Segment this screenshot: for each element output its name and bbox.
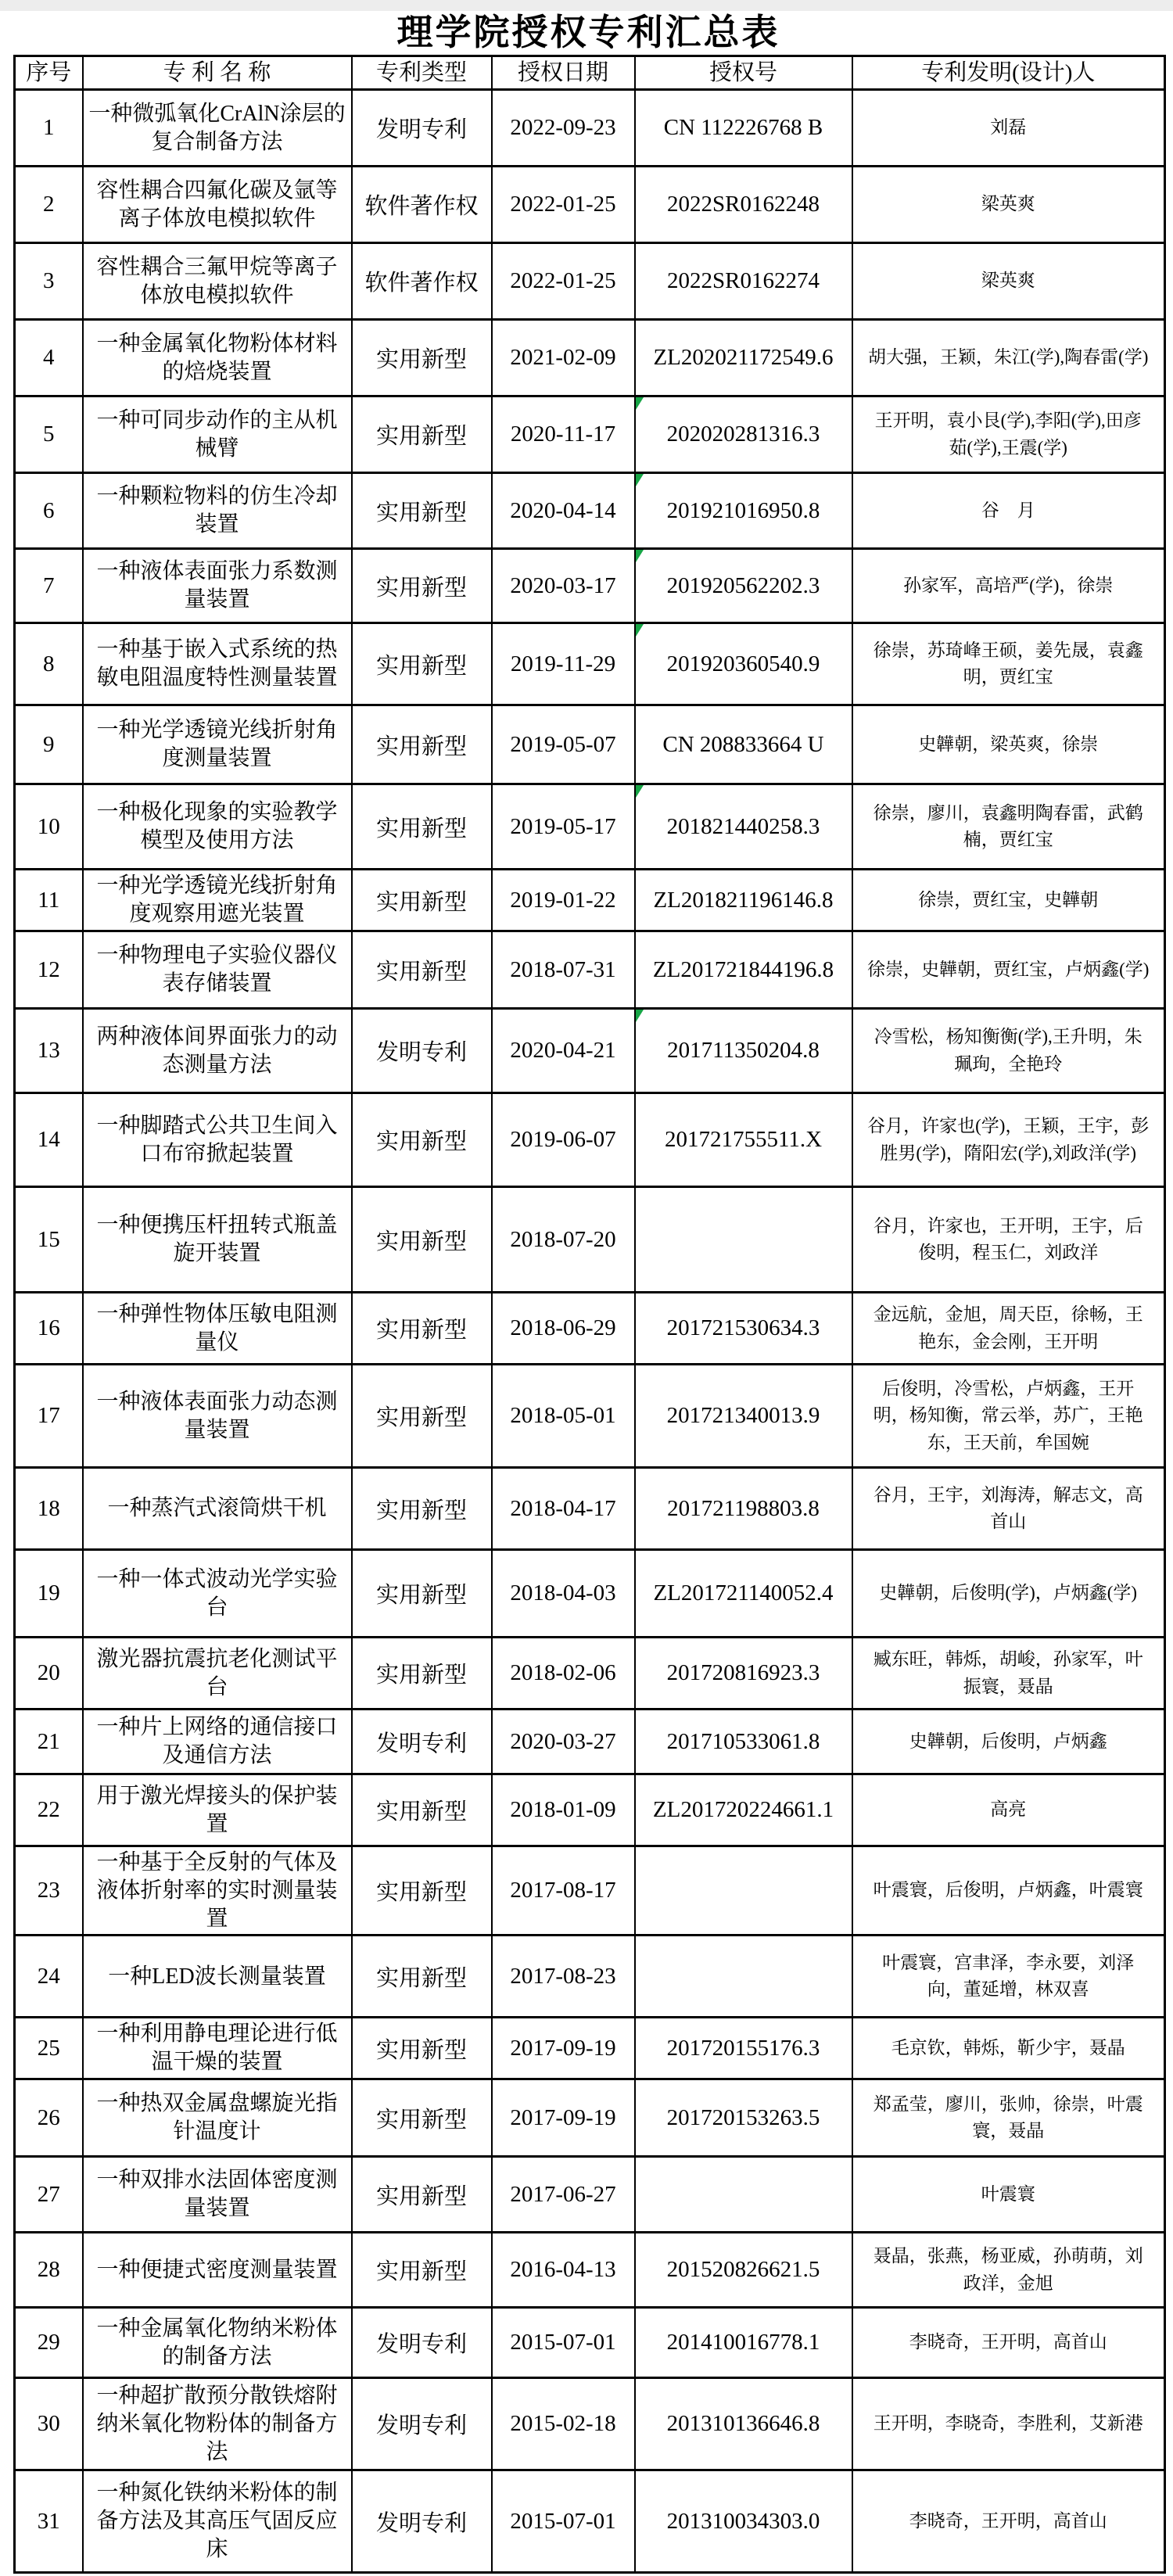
cell-index: 24	[15, 1936, 83, 2018]
cell-grant-number	[635, 167, 852, 243]
table-row	[15, 167, 1165, 243]
number-stored-as-text-flag-icon	[636, 1010, 644, 1022]
cell-patent-type: 实用新型	[352, 2018, 492, 2079]
cell-patent-type: 实用新型	[352, 870, 492, 931]
cell-index: 6	[15, 473, 83, 549]
cell-patent-name: 一种脚踏式公共卫生间入口布帘掀起装置	[83, 1093, 352, 1187]
table-row	[15, 473, 1165, 549]
cell-inventors: 谷月，许家也(学)，王颖，王宇，彭胜男(学)，隋阳宏(学),刘政洋(学)	[852, 1093, 1165, 1187]
cell-inventors: 梁英爽	[852, 243, 1165, 320]
cell-patent-type: 实用新型	[352, 2079, 492, 2157]
cell-patent-name: 一种微弧氧化CrAlN涂层的复合制备方法	[83, 90, 352, 167]
number-stored-as-text-flag-icon	[636, 624, 644, 637]
grant-number-text: 201310034303.0	[666, 2508, 820, 2534]
patent-table	[13, 55, 1166, 2574]
cell-patent-type: 软件著作权	[352, 167, 492, 243]
cell-grant-number	[635, 2470, 852, 2573]
table-row	[15, 623, 1165, 705]
cell-grant-date: 2019-01-22	[492, 870, 635, 931]
grant-number-text: 2022SR0162274	[667, 268, 820, 293]
cell-grant-date: 2020-03-27	[492, 1710, 635, 1774]
cell-patent-type: 实用新型	[352, 1468, 492, 1550]
cell-grant-date: 2015-07-01	[492, 2308, 635, 2378]
cell-index: 25	[15, 2018, 83, 2079]
grant-number-text: 202020281316.3	[666, 422, 820, 447]
cell-patent-name: 一种液体表面张力动态测量装置	[83, 1365, 352, 1468]
table-row	[15, 931, 1165, 1009]
table-row	[15, 1093, 1165, 1187]
cell-grant-number	[635, 1710, 852, 1774]
cell-grant-number	[635, 2378, 852, 2470]
cell-grant-number	[635, 1936, 852, 2018]
cell-inventors: 臧东旺，韩烁，胡峻，孙家军，叶振寰，聂晶	[852, 1638, 1165, 1710]
cell-grant-date: 2018-04-17	[492, 1468, 635, 1550]
cell-index: 15	[15, 1187, 83, 1293]
cell-inventors: 谷 月	[852, 473, 1165, 549]
cell-grant-date: 2022-01-25	[492, 243, 635, 320]
cell-patent-type: 软件著作权	[352, 243, 492, 320]
table-row	[15, 1468, 1165, 1550]
cell-index: 29	[15, 2308, 83, 2378]
cell-grant-date: 2021-02-09	[492, 320, 635, 396]
table-row	[15, 870, 1165, 931]
grant-number-text: ZL202021172549.6	[653, 345, 834, 370]
cell-index: 2	[15, 167, 83, 243]
table-row	[15, 1936, 1165, 2018]
cell-index: 10	[15, 784, 83, 870]
cell-grant-date: 2017-08-17	[492, 1846, 635, 1936]
table-row	[15, 1293, 1165, 1365]
table-row	[15, 2079, 1165, 2157]
col-header-inventors: 专利发明(设计)人	[852, 56, 1165, 90]
cell-patent-name: 一种一体式波动光学实验台	[83, 1550, 352, 1638]
table-row	[15, 2157, 1165, 2233]
grant-number-text: ZL201720224661.1	[652, 1797, 834, 1822]
cell-grant-number	[635, 705, 852, 784]
table-body	[15, 90, 1165, 2573]
number-stored-as-text-flag-icon	[636, 785, 644, 798]
cell-patent-name: 一种液体表面张力系数测量装置	[83, 549, 352, 623]
cell-inventors: 聂晶，张燕，杨亚威，孙萌萌，刘政洋，金旭	[852, 2233, 1165, 2308]
cell-inventors: 李晓奇，王开明，高首山	[852, 2308, 1165, 2378]
table-row	[15, 243, 1165, 320]
cell-patent-type: 实用新型	[352, 1846, 492, 1936]
cell-grant-number	[635, 931, 852, 1009]
cell-patent-name: 一种片上网络的通信接口及通信方法	[83, 1710, 352, 1774]
cell-grant-date: 2018-02-06	[492, 1638, 635, 1710]
cell-index: 26	[15, 2079, 83, 2157]
col-header-grant-date: 授权日期	[492, 56, 635, 90]
cell-index: 12	[15, 931, 83, 1009]
cell-patent-type: 发明专利	[352, 2378, 492, 2470]
cell-grant-date: 2019-05-07	[492, 705, 635, 784]
cell-patent-name: 两种液体间界面张力的动态测量方法	[83, 1009, 352, 1093]
cell-patent-name: 一种便携压杆扭转式瓶盖旋开装置	[83, 1187, 352, 1293]
cell-grant-date: 2016-04-13	[492, 2233, 635, 2308]
number-stored-as-text-flag-icon	[636, 550, 644, 562]
cell-patent-name: 一种颗粒物料的仿生冷却装置	[83, 473, 352, 549]
table-row	[15, 1846, 1165, 1936]
cell-patent-type: 实用新型	[352, 1638, 492, 1710]
cell-patent-name: 一种弹性物体压敏电阻测量仪	[83, 1293, 352, 1365]
grant-number-text: CN 112226768 B	[663, 115, 823, 140]
cell-inventors: 高亮	[852, 1774, 1165, 1846]
cell-patent-name: 一种便捷式密度测量装置	[83, 2233, 352, 2308]
grant-number-text: 201520826621.5	[666, 2257, 820, 2283]
cell-grant-date: 2018-04-03	[492, 1550, 635, 1638]
col-header-index: 序号	[15, 56, 83, 90]
grant-number-text: 201310136646.8	[666, 2411, 820, 2437]
cell-index: 28	[15, 2233, 83, 2308]
cell-grant-number	[635, 784, 852, 870]
grant-number-text: 201711350204.8	[667, 1038, 820, 1063]
cell-patent-name: 容性耦合三氟甲烷等离子体放电模拟软件	[83, 243, 352, 320]
cell-grant-number	[635, 2157, 852, 2233]
grant-number-text: 201721755511.X	[664, 1127, 823, 1152]
cell-index: 14	[15, 1093, 83, 1187]
grant-number-text: ZL201821196146.8	[653, 887, 834, 913]
grant-number-text: 201721340013.9	[666, 1403, 820, 1428]
cell-grant-number	[635, 549, 852, 623]
cell-grant-number	[635, 1293, 852, 1365]
cell-grant-number	[635, 1638, 852, 1710]
top-margin-strip	[0, 0, 1173, 11]
cell-index: 3	[15, 243, 83, 320]
cell-grant-date: 2020-04-21	[492, 1009, 635, 1093]
cell-inventors: 徐崇，苏琦峰王硕，姜先晟，袁鑫明，贾红宝	[852, 623, 1165, 705]
grant-number-text: 201720153263.5	[666, 2104, 820, 2130]
grant-number-text: 201921016950.8	[666, 497, 820, 523]
table-header	[15, 56, 1165, 90]
cell-patent-name: 激光器抗震抗老化测试平台	[83, 1638, 352, 1710]
table-row	[15, 2308, 1165, 2378]
cell-patent-type: 实用新型	[352, 473, 492, 549]
cell-grant-date: 2018-05-01	[492, 1365, 635, 1468]
cell-inventors: 叶震寰	[852, 2157, 1165, 2233]
cell-grant-date: 2018-01-09	[492, 1774, 635, 1846]
cell-patent-name: 一种极化现象的实验教学模型及使用方法	[83, 784, 352, 870]
cell-index: 18	[15, 1468, 83, 1550]
cell-patent-type: 发明专利	[352, 1710, 492, 1774]
cell-index: 17	[15, 1365, 83, 1468]
cell-patent-type: 实用新型	[352, 1550, 492, 1638]
cell-grant-number	[635, 243, 852, 320]
cell-patent-name: 一种可同步动作的主从机械臂	[83, 396, 352, 473]
cell-patent-name: 一种LED波长测量装置	[83, 1936, 352, 2018]
cell-patent-name: 一种热双金属盘螺旋光指针温度计	[83, 2079, 352, 2157]
grant-number-text: ZL201721140052.4	[653, 1580, 834, 1606]
table-row	[15, 2233, 1165, 2308]
cell-index: 11	[15, 870, 83, 931]
cell-grant-number	[635, 320, 852, 396]
cell-index: 4	[15, 320, 83, 396]
cell-inventors: 李晓奇，王开明，高首山	[852, 2470, 1165, 2573]
cell-grant-number	[635, 2018, 852, 2079]
cell-patent-type: 实用新型	[352, 2157, 492, 2233]
cell-grant-date: 2018-06-29	[492, 1293, 635, 1365]
cell-grant-date: 2018-07-20	[492, 1187, 635, 1293]
cell-patent-name: 一种蒸汽式滚筒烘干机	[83, 1468, 352, 1550]
cell-inventors: 毛京钦，韩烁，靳少宇，聂晶	[852, 2018, 1165, 2079]
cell-grant-number	[635, 623, 852, 705]
cell-index: 21	[15, 1710, 83, 1774]
table-row	[15, 1187, 1165, 1293]
cell-inventors: 徐崇，史韡朝，贾红宝，卢炳鑫(学)	[852, 931, 1165, 1009]
number-stored-as-text-flag-icon	[636, 474, 644, 486]
cell-grant-date: 2019-05-17	[492, 784, 635, 870]
cell-patent-type: 实用新型	[352, 1187, 492, 1293]
cell-patent-type: 发明专利	[352, 1009, 492, 1093]
col-header-patent-name: 专 利 名 称	[83, 56, 352, 90]
cell-grant-number	[635, 2233, 852, 2308]
cell-patent-type: 实用新型	[352, 1936, 492, 2018]
cell-index: 19	[15, 1550, 83, 1638]
grant-number-text: ZL201721844196.8	[652, 956, 834, 982]
table-row	[15, 1550, 1165, 1638]
cell-patent-name: 一种金属氧化物粉体材料的焙烧装置	[83, 320, 352, 396]
cell-patent-name: 一种金属氧化物纳米粉体的制备方法	[83, 2308, 352, 2378]
cell-inventors: 刘磊	[852, 90, 1165, 167]
cell-grant-number	[635, 2079, 852, 2157]
cell-grant-date: 2020-04-14	[492, 473, 635, 549]
cell-patent-type: 实用新型	[352, 396, 492, 473]
cell-patent-name: 一种光学透镜光线折射角度测量装置	[83, 705, 352, 784]
cell-inventors: 冷雪松，杨知衡衡(学),王升明，朱珮珣，全艳玲	[852, 1009, 1165, 1093]
cell-inventors: 谷月，许家也，王开明，王宇，后俊明，程玉仁，刘政洋	[852, 1187, 1165, 1293]
cell-patent-name: 一种基于嵌入式系统的热敏电阻温度特性测量装置	[83, 623, 352, 705]
cell-patent-type: 发明专利	[352, 2470, 492, 2573]
cell-grant-number	[635, 1093, 852, 1187]
cell-patent-type: 实用新型	[352, 1093, 492, 1187]
cell-grant-date: 2022-01-25	[492, 167, 635, 243]
cell-inventors: 谷月，王宇，刘海涛，解志文，高首山	[852, 1468, 1165, 1550]
grant-number-text: 201410016778.1	[666, 2330, 820, 2355]
cell-inventors: 王开明，袁小艮(学),李阳(学),田彦茹(学),王震(学)	[852, 396, 1165, 473]
cell-patent-type: 实用新型	[352, 1774, 492, 1846]
grant-number-text: 201720816923.3	[666, 1660, 820, 1685]
cell-grant-number	[635, 1468, 852, 1550]
cell-grant-number	[635, 1846, 852, 1936]
table-row	[15, 2470, 1165, 2573]
cell-patent-type: 发明专利	[352, 90, 492, 167]
cell-grant-date: 2020-11-17	[492, 396, 635, 473]
cell-inventors: 后俊明，冷雪松，卢炳鑫，王开明，杨知衡，常云举，苏广，王艳东，王天前，牟国婉	[852, 1365, 1165, 1468]
table-row	[15, 1710, 1165, 1774]
table-row	[15, 549, 1165, 623]
cell-patent-name: 一种光学透镜光线折射角度观察用遮光装置	[83, 870, 352, 931]
table-row	[15, 1365, 1165, 1468]
cell-grant-number	[635, 1774, 852, 1846]
table-row	[15, 320, 1165, 396]
cell-patent-type: 实用新型	[352, 705, 492, 784]
cell-index: 7	[15, 549, 83, 623]
grant-number-text: 2022SR0162248	[667, 192, 820, 217]
cell-grant-number	[635, 396, 852, 473]
cell-grant-date: 2017-09-19	[492, 2018, 635, 2079]
cell-index: 31	[15, 2470, 83, 2573]
cell-inventors: 梁英爽	[852, 167, 1165, 243]
table-header-row	[15, 56, 1165, 90]
cell-grant-number	[635, 1365, 852, 1468]
page-title: 理学院授权专利汇总表	[396, 13, 780, 52]
grant-number-text: 201920360540.9	[666, 651, 820, 676]
cell-patent-type: 实用新型	[352, 320, 492, 396]
cell-patent-type: 发明专利	[352, 2308, 492, 2378]
cell-patent-type: 实用新型	[352, 1365, 492, 1468]
cell-grant-number	[635, 1009, 852, 1093]
cell-patent-type: 实用新型	[352, 931, 492, 1009]
cell-index: 27	[15, 2157, 83, 2233]
cell-patent-name: 用于激光焊接头的保护装置	[83, 1774, 352, 1846]
grant-number-text: 201821440258.3	[666, 813, 820, 839]
cell-grant-number	[635, 1187, 852, 1293]
cell-grant-date: 2022-09-23	[492, 90, 635, 167]
cell-index: 23	[15, 1846, 83, 1936]
cell-index: 22	[15, 1774, 83, 1846]
table-row	[15, 705, 1165, 784]
cell-grant-date: 2015-02-18	[492, 2378, 635, 2470]
cell-grant-number	[635, 90, 852, 167]
cell-patent-type: 实用新型	[352, 1293, 492, 1365]
cell-inventors: 郑孟莹，廖川，张帅，徐崇，叶震寰，聂晶	[852, 2079, 1165, 2157]
cell-index: 16	[15, 1293, 83, 1365]
cell-grant-number	[635, 870, 852, 931]
col-header-patent-type: 专利类型	[352, 56, 492, 90]
cell-index: 1	[15, 90, 83, 167]
cell-patent-name: 一种双排水法固体密度测量装置	[83, 2157, 352, 2233]
cell-patent-name: 一种氮化铁纳米粉体的制备方法及其高压气固反应床	[83, 2470, 352, 2573]
cell-patent-name: 一种基于全反射的气体及液体折射率的实时测量装置	[83, 1846, 352, 1936]
cell-index: 8	[15, 623, 83, 705]
cell-inventors: 徐崇，贾红宝，史韡朝	[852, 870, 1165, 931]
table-row	[15, 396, 1165, 473]
grant-number-text: 201920562202.3	[666, 572, 820, 598]
table-row	[15, 90, 1165, 167]
cell-inventors: 叶震寰，后俊明，卢炳鑫，叶震寰	[852, 1846, 1165, 1936]
cell-patent-name: 一种超扩散预分散铁熔附纳米氧化物粉体的制备方法	[83, 2378, 352, 2470]
table-row	[15, 1774, 1165, 1846]
cell-index: 9	[15, 705, 83, 784]
cell-patent-type: 实用新型	[352, 549, 492, 623]
cell-inventors: 王开明，李晓奇，李胜利，艾新港	[852, 2378, 1165, 2470]
grant-number-text: 201721198803.8	[667, 1495, 820, 1521]
cell-grant-number	[635, 473, 852, 549]
grant-number-text: 201720155176.3	[666, 2035, 820, 2061]
cell-inventors: 史韡朝，后俊明，卢炳鑫	[852, 1710, 1165, 1774]
cell-inventors: 孙家军，高培严(学)，徐崇	[852, 549, 1165, 623]
cell-index: 13	[15, 1009, 83, 1093]
col-header-grant-number: 授权号	[635, 56, 852, 90]
cell-grant-date: 2017-06-27	[492, 2157, 635, 2233]
grant-number-text: 201721530634.3	[666, 1315, 820, 1340]
table-row	[15, 1009, 1165, 1093]
cell-inventors: 徐崇，廖川，袁鑫明陶春雷，武鹤楠，贾红宝	[852, 784, 1165, 870]
cell-index: 30	[15, 2378, 83, 2470]
cell-inventors: 叶震寰，宫聿泽，李永要，刘泽向，董延增，林双喜	[852, 1936, 1165, 2018]
cell-grant-date: 2019-11-29	[492, 623, 635, 705]
cell-grant-date: 2015-07-01	[492, 2470, 635, 2573]
cell-patent-type: 实用新型	[352, 784, 492, 870]
cell-patent-type: 实用新型	[352, 623, 492, 705]
table-row	[15, 784, 1165, 870]
cell-inventors: 金远航，金旭，周天臣，徐畅，王艳东，金会刚，王开明	[852, 1293, 1165, 1365]
cell-patent-name: 容性耦合四氟化碳及氩等离子体放电模拟软件	[83, 167, 352, 243]
table-row	[15, 2018, 1165, 2079]
cell-inventors: 胡大强，王颖，朱江(学),陶春雷(学)	[852, 320, 1165, 396]
cell-index: 20	[15, 1638, 83, 1710]
cell-patent-name: 一种利用静电理论进行低温干燥的装置	[83, 2018, 352, 2079]
cell-inventors: 史韡朝，后俊明(学)，卢炳鑫(学)	[852, 1550, 1165, 1638]
table-row	[15, 2378, 1165, 2470]
cell-grant-number	[635, 1550, 852, 1638]
grant-number-text: 201710533061.8	[666, 1728, 820, 1754]
cell-grant-date: 2019-06-07	[492, 1093, 635, 1187]
cell-grant-date: 2017-09-19	[492, 2079, 635, 2157]
cell-patent-name: 一种物理电子实验仪器仪表存储装置	[83, 931, 352, 1009]
cell-index: 5	[15, 396, 83, 473]
grant-number-text: CN 208833664 U	[662, 731, 824, 757]
cell-grant-date: 2020-03-17	[492, 549, 635, 623]
cell-inventors: 史韡朝，梁英爽，徐崇	[852, 705, 1165, 784]
cell-grant-date: 2017-08-23	[492, 1936, 635, 2018]
cell-grant-number	[635, 2308, 852, 2378]
number-stored-as-text-flag-icon	[636, 397, 644, 410]
table-row	[15, 1638, 1165, 1710]
cell-grant-date: 2018-07-31	[492, 931, 635, 1009]
cell-patent-type: 实用新型	[352, 2233, 492, 2308]
